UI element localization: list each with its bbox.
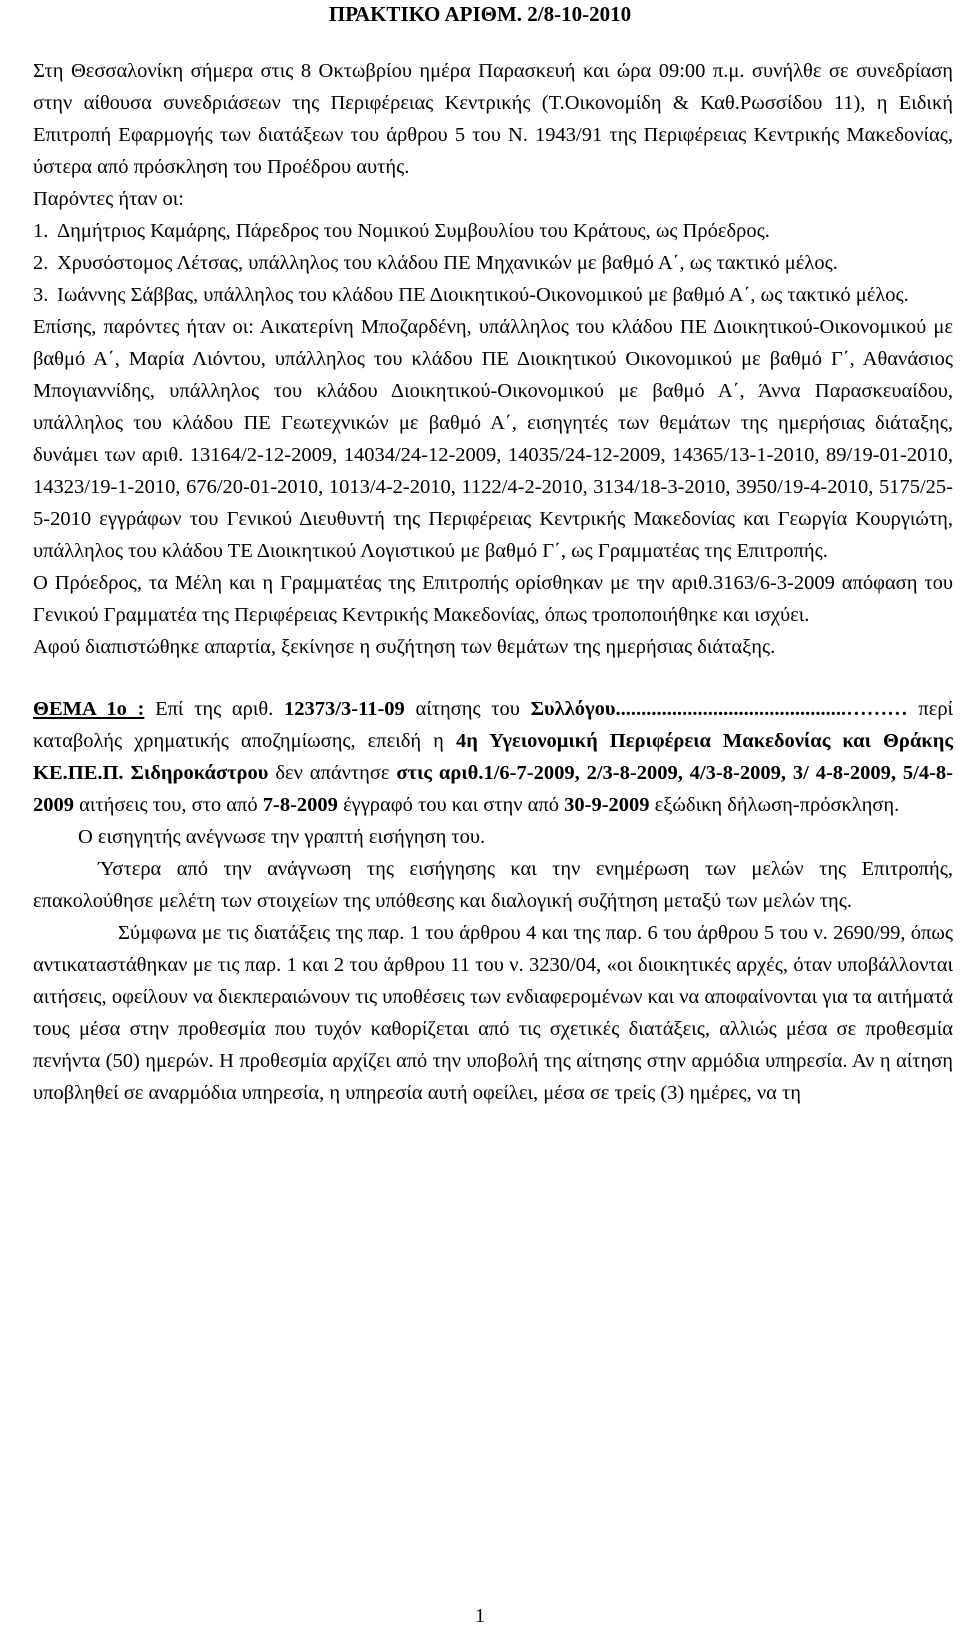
theme-text: εξώδικη δήλωση-πρόσκληση.	[654, 794, 900, 816]
theme-text: αίτησης του	[415, 698, 520, 720]
theme-paragraph	[33, 693, 953, 821]
member-item	[33, 215, 953, 247]
spacer	[33, 663, 953, 693]
theme-text: Επί της αριθ.	[155, 698, 274, 720]
member-text: Ιωάννης Σάββας, υπάλληλος του κλάδου ΠΕ Διοικητικού-Οικονομικού με βαθμό Α΄, ως τακτικό μέλος.	[57, 284, 909, 306]
member-item	[33, 247, 953, 279]
theme-text: δεν απάντησε	[275, 762, 390, 784]
theme-bold-text: 30-9-2009	[564, 794, 650, 816]
theme-text: περί καταβολής χρηματικής αποζημίωσης, επειδή η	[33, 698, 954, 752]
theme-text: αιτήσεις του, στο από	[79, 794, 258, 816]
member-number: 3.	[33, 284, 49, 306]
also-present-paragraph: Επίσης, παρόντες ήταν οι: Αικατερίνη Μποζαρδένη, υπάλληλος του κλάδου ΠΕ Διοικητικού-Οικονομικού με βαθμό Α΄, Μαρία Λιόντου, υπάλληλος του κλάδου ΠΕ Διοικητικού Οικονομικού με βαθμό Γ΄, Αθανάσιος Μπογιαννίδης, υπάλληλος του κλάδου Διοικητικού-Οικονομικού με βαθμό Α΄, Άννα Παρασκευαίδου, υπάλληλος του κλάδου ΠΕ Γεωτεχνικών με βαθμό Α΄, εισηγητές των θεμάτων της ημερήσιας διάταξης, δυνάμει των αριθ. 13164/2-12-2009, 14034/24-12-2009, 14035/24-12-2009, 14365/13-1-2010, 89/19-01-2010, 14323/19-1-2010, 676/20-01-2010, 1013/4-2-2010, 1122/4-2-2010, 3134/18-3-2010, 3950/19-4-2010, 5175/25-5-2010 εγγράφων του Γενικού Διευθυντή της Περιφέρειας Κεντρικής Μακεδονίας και Γεωργία Κουργιώτη, υπάλληλος του κλάδου ΤΕ Διοικητικού Λογιστικού με βαθμό Γ΄, ως Γραμματέας της Επιτροπής.	[33, 316, 953, 562]
member-text: Χρυσόστομος Λέτσας, υπάλληλος του κλάδου ΠΕ Μηχανικών με βαθμό Α΄, ως τακτικό μέλος.	[57, 252, 838, 274]
document-body	[33, 55, 953, 1109]
intro-paragraph: Στη Θεσσαλονίκη σήμερα στις 8 Οκτωβρίου ημέρα Παρασκευή και ώρα 09:00 π.μ. συνήλθε σε συνεδρίαση στην αίθουσα συνεδριάσεων της Περιφέρειας Κεντρικής (Τ.Οικονομίδη & Καθ.Ρωσσίδου 11), η Ειδική Επιτροπή Εφαρμογής των διατάξεων του άρθρου 5 του Ν. 1943/91 της Περιφέρειας Κεντρικής Μακεδονίας, ύστερα από πρόσκληση του Προέδρου αυτής.	[33, 60, 953, 178]
rapporteur-paragraph: Ο εισηγητής ανέγνωσε την γραπτή εισήγηση του.	[78, 826, 486, 848]
after-reading-paragraph: Ύστερα από την ανάγνωση της εισήγησης και την ενημέρωση των μελών της Επιτροπής, επακολούθησε μελέτη των στοιχείων της υπόθεσης και διαλογική συζήτηση μεταξύ των μελών της.	[33, 858, 953, 912]
theme-bold-text: 4η Υγειονομική Περιφέρεια Μακεδονίας και Θράκης ΚΕ.ΠΕ.Π. Σιδηροκάστρου	[33, 730, 954, 784]
theme-bold-text: στις αριθ.1/6-7-2009, 2/3-8-2009, 4/3-8-2009, 3/ 4-8-2009, 5/4-8-2009	[33, 762, 953, 816]
page-number: 1	[475, 1605, 485, 1627]
member-number: 1.	[33, 220, 49, 242]
quorum-paragraph: Αφού διαπιστώθηκε απαρτία, ξεκίνησε η συζήτηση των θεμάτων της ημερήσιας διάταξης.	[33, 636, 776, 658]
theme-bold-text: 12373/3-11-09	[284, 698, 405, 720]
legal-paragraph: Σύμφωνα με τις διατάξεις της παρ. 1 του άρθρου 4 και της παρ. 6 του άρθρου 5 του ν. 2690/99, όπως αντικαταστάθηκαν με τις παρ. 1 και 2 του άρθρου 11 του ν. 3230/04, «οι διοικητικές αρχές, όταν υποβάλλονται αιτήσεις, οφείλουν να διεκπεραιώνουν τις υποθέσεις των ενδιαφερομένων και να αποφαίνονται για τα αιτήματά τους μέσα στην προθεσμία που τυχόν καθορίζεται από τις σχετικές διατάξεις, αλλιώς μέσα σε προθεσμία πενήντα (50) ημερών. Η προθεσμία αρχίζει από την υποβολή της αίτησης στην αρμόδια υπηρεσία. Αν η αίτηση υποβληθεί σε αναρμόδια υπηρεσία, η υπηρεσία αυτή οφείλει, μέσα σε τρείς (3) ημέρες, να τη	[33, 922, 953, 1104]
document-title: ΠΡΑΚΤΙΚΟ ΑΡΙΘΜ. 2/8-10-2010	[328, 2, 632, 26]
member-text: Δημήτριος Καμάρης, Πάρεδρος του Νομικού Συμβουλίου του Κράτους, ως Πρόεδρος.	[57, 220, 770, 242]
committee-appointed-paragraph: Ο Πρόεδρος, τα Μέλη και η Γραμματέας της Επιτροπής ορίσθηκαν με την αριθ.3163/6-3-2009 απόφαση του Γενικού Γραμματέα της Περιφέρειας Κεντρικής Μακεδονίας, όπως τροποποιήθηκε και ισχύει.	[33, 572, 953, 626]
theme-bold-text: 7-8-2009	[262, 794, 338, 816]
member-number: 2.	[33, 252, 49, 274]
member-item	[33, 279, 953, 311]
theme-text: έγγραφό του και στην από	[343, 794, 560, 816]
theme-label: ΘΕΜΑ 1ο :	[33, 698, 145, 720]
theme-bold-text: Συλλόγου.............................................………	[530, 698, 908, 720]
present-label: Παρόντες ήταν οι:	[33, 188, 184, 210]
